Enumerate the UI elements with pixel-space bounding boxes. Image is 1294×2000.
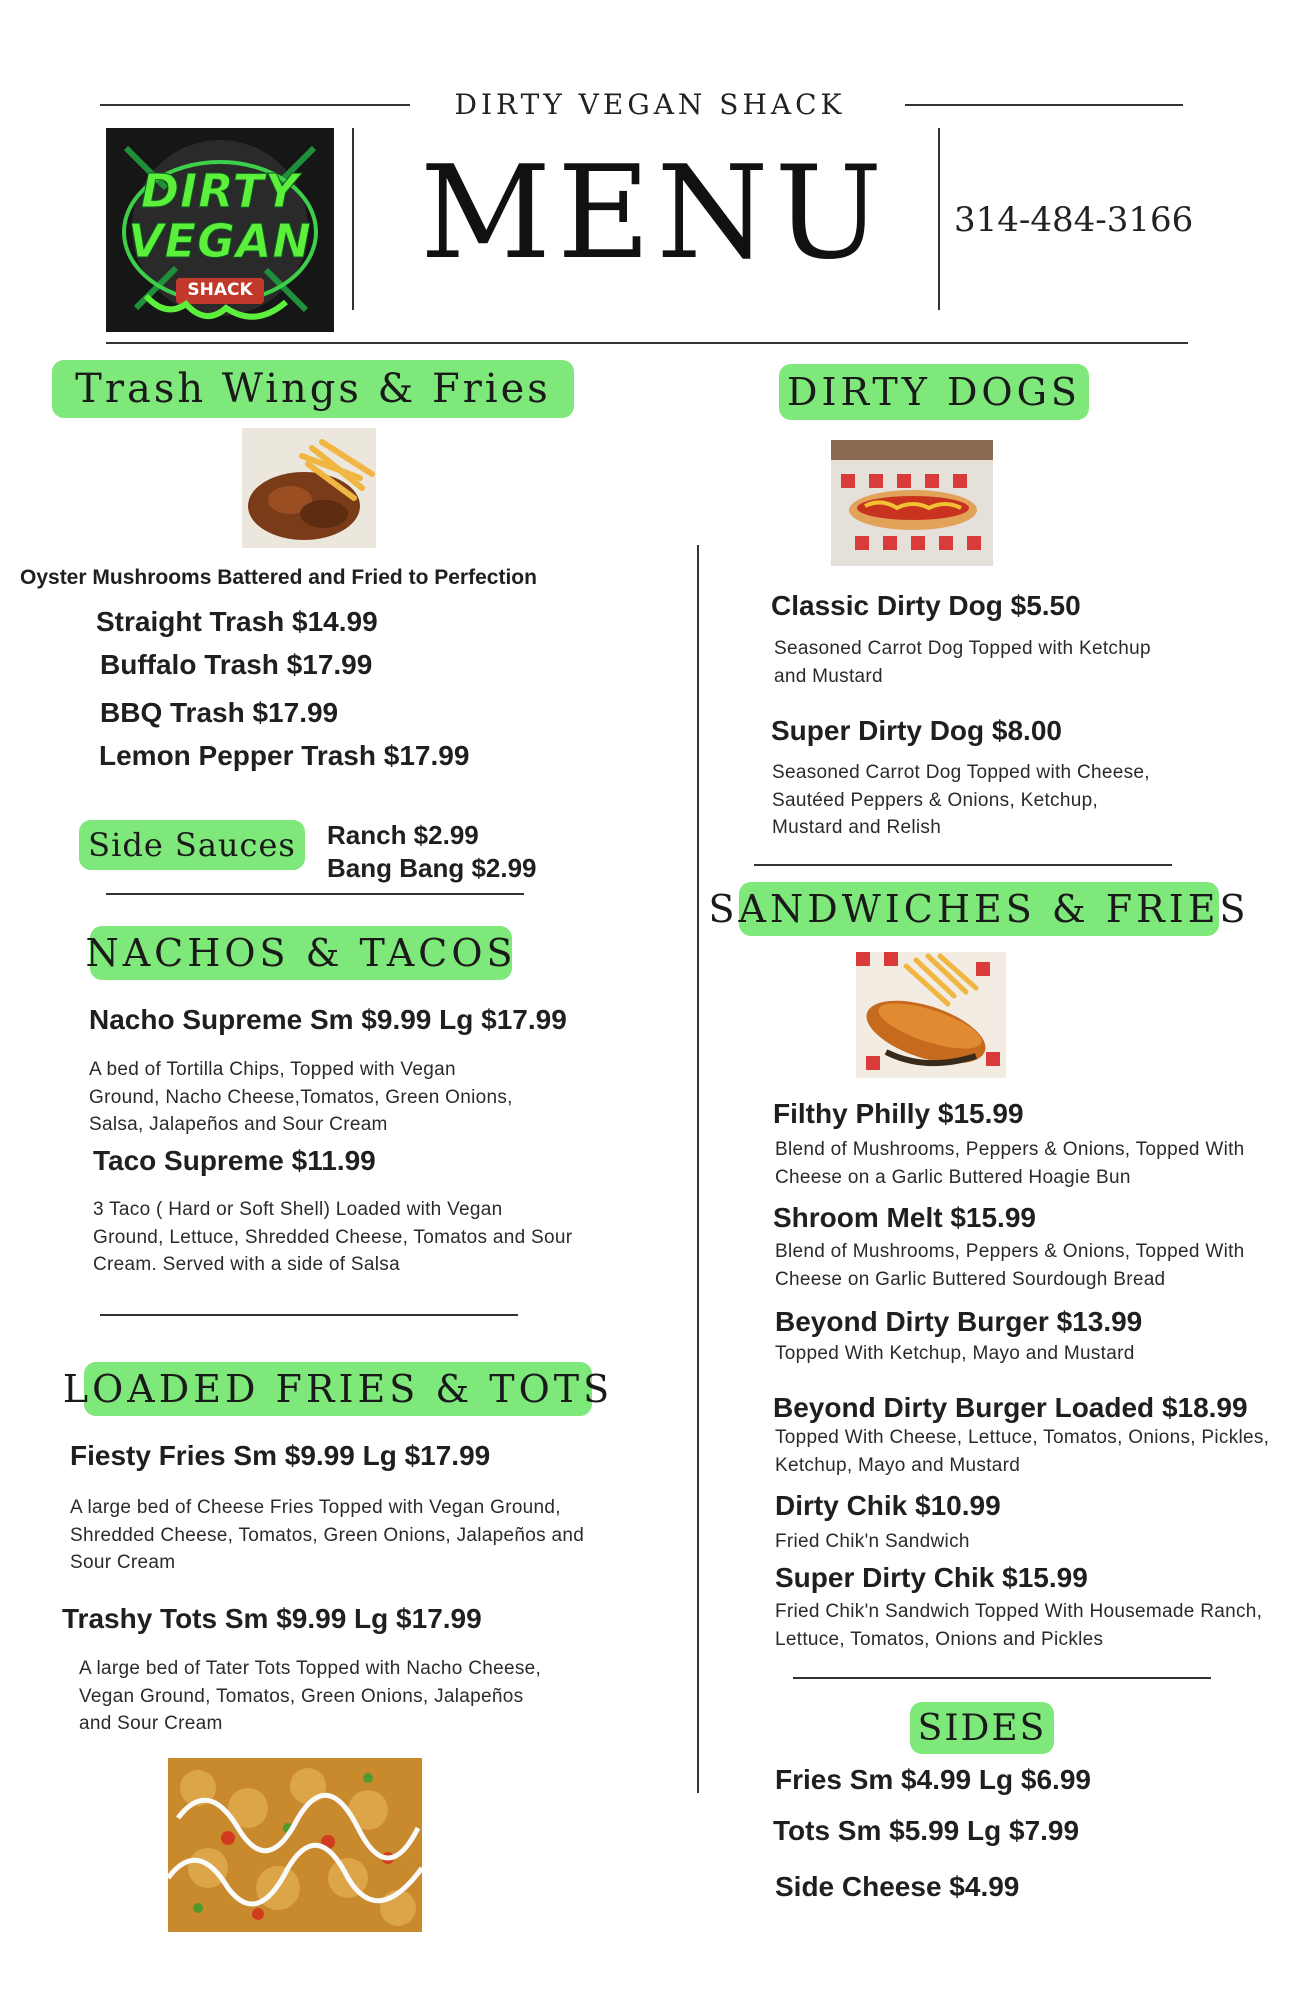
sides-heading: SIDES	[910, 1702, 1054, 1754]
menu-item-name: Nacho Supreme Sm $9.99 Lg $17.99	[89, 1004, 567, 1035]
header-bottom-rule	[106, 342, 1188, 344]
loaded-heading: LOADED FRIES & TOTS	[84, 1362, 592, 1416]
menu-item-desc: Blend of Mushrooms, Peppers & Onions, Topped With Cheese on a Garlic Buttered Hoagie Bun	[775, 1139, 1245, 1188]
sides-item: Fries Sm $4.99 Lg $6.99	[775, 1764, 1091, 1795]
header-divider-left	[352, 128, 354, 310]
menu-item-name: Beyond Dirty Burger $13.99	[775, 1306, 1143, 1337]
sandwiches-rule	[793, 1677, 1211, 1679]
sandwich-photo	[856, 952, 1006, 1078]
menu-item-name: Beyond Dirty Burger Loaded $18.99	[773, 1392, 1248, 1423]
sauce-item: Ranch $2.99	[327, 820, 479, 850]
page-title: MENU	[420, 139, 889, 288]
dogs-heading: DIRTY DOGS	[779, 364, 1089, 420]
tots-photo	[168, 1758, 422, 1932]
menu-item-desc: Blend of Mushrooms, Peppers & Onions, Topped With Cheese on Garlic Buttered Sourdough Bread	[775, 1241, 1245, 1290]
logo-text-vegan: VEGAN	[128, 214, 312, 268]
menu-item-name: Trashy Tots Sm $9.99 Lg $17.99	[62, 1603, 482, 1634]
menu-item-desc: A large bed of Cheese Fries Topped with Vegan Ground, Shredded Cheese, Tomatos, Green Onions, Jalapeños and Sour Cream	[70, 1497, 585, 1574]
menu-item-name: Filthy Philly $15.99	[773, 1098, 1024, 1129]
logo-text-dirty: DIRTY	[140, 164, 300, 218]
menu-item-desc: 3 Taco ( Hard or Soft Shell) Loaded with Vegan Ground, Lettuce, Shredded Cheese, Tomatos and Sour Cream. Served with a side of Salsa	[93, 1199, 573, 1276]
wings-heading: Trash Wings & Fries	[52, 360, 574, 418]
wings-photo	[242, 428, 376, 548]
menu-item-desc: Topped With Ketchup, Mayo and Mustard	[775, 1343, 1135, 1364]
menu-item-desc: Fried Chik'n Sandwich Topped With Housemade Ranch, Lettuce, Tomatos, Onions and Pickles	[775, 1601, 1263, 1650]
nachos-heading: NACHOS & TACOS	[90, 926, 512, 980]
menu-item-name: Super Dirty Dog $8.00	[771, 715, 1062, 746]
logo-text-shack: SHACK	[187, 280, 253, 300]
sandwiches-heading: SANDWICHES & FRIES	[739, 882, 1219, 936]
menu-item-name: Super Dirty Chik $15.99	[775, 1562, 1088, 1593]
menu-item-desc: Topped With Cheese, Lettuce, Tomatos, Onions, Pickles, Ketchup, Mayo and Mustard	[775, 1427, 1270, 1476]
header-rule-left	[100, 104, 410, 106]
phone-number: 314-484-3166	[954, 200, 1194, 240]
logo	[106, 128, 334, 332]
menu-item-desc: Fried Chik'n Sandwich	[775, 1531, 970, 1552]
sides-item: Tots Sm $5.99 Lg $7.99	[773, 1815, 1080, 1846]
wings-item: BBQ Trash $17.99	[100, 697, 339, 728]
dogs-rule	[754, 864, 1172, 866]
header-rule-right	[905, 104, 1183, 106]
menu-item-desc: Seasoned Carrot Dog Topped with Ketchup and Mustard	[774, 638, 1151, 687]
wings-tagline: Oyster Mushrooms Battered and Fried to Perfection	[20, 566, 537, 589]
menu-item-name: Dirty Chik $10.99	[775, 1490, 1001, 1521]
sauce-item: Bang Bang $2.99	[327, 853, 537, 883]
header-divider-right	[938, 128, 940, 310]
column-divider	[697, 545, 699, 1793]
sauces-heading: Side Sauces	[79, 820, 305, 870]
wings-item: Straight Trash $14.99	[96, 606, 378, 637]
sides-item: Side Cheese $4.99	[775, 1871, 1020, 1902]
menu-item-desc: A large bed of Tater Tots Topped with Nacho Cheese, Vegan Ground, Tomatos, Green Onions, Jalapeños and Sour Cream	[79, 1658, 542, 1735]
wings-item: Buffalo Trash $17.99	[100, 649, 373, 680]
brand-name: DIRTY VEGAN SHACK	[454, 88, 846, 121]
menu-item-name: Classic Dirty Dog $5.50	[771, 590, 1081, 621]
menu-item-desc: A bed of Tortilla Chips, Topped with Vegan Ground, Nacho Cheese,Tomatos, Green Onions, Salsa, Jalapeños and Sour Cream	[89, 1059, 513, 1136]
dogs-photo	[831, 440, 993, 566]
nachos-rule	[100, 1314, 518, 1316]
sauces-rule	[106, 893, 524, 895]
menu-item-desc: Seasoned Carrot Dog Topped with Cheese, Sautéed Peppers & Onions, Ketchup, Mustard and Relish	[772, 762, 1150, 839]
menu-item-name: Shroom Melt $15.99	[773, 1202, 1036, 1233]
wings-item: Lemon Pepper Trash $17.99	[99, 740, 470, 771]
menu-item-name: Fiesty Fries Sm $9.99 Lg $17.99	[70, 1440, 491, 1471]
menu-item-name: Taco Supreme $11.99	[93, 1145, 376, 1176]
